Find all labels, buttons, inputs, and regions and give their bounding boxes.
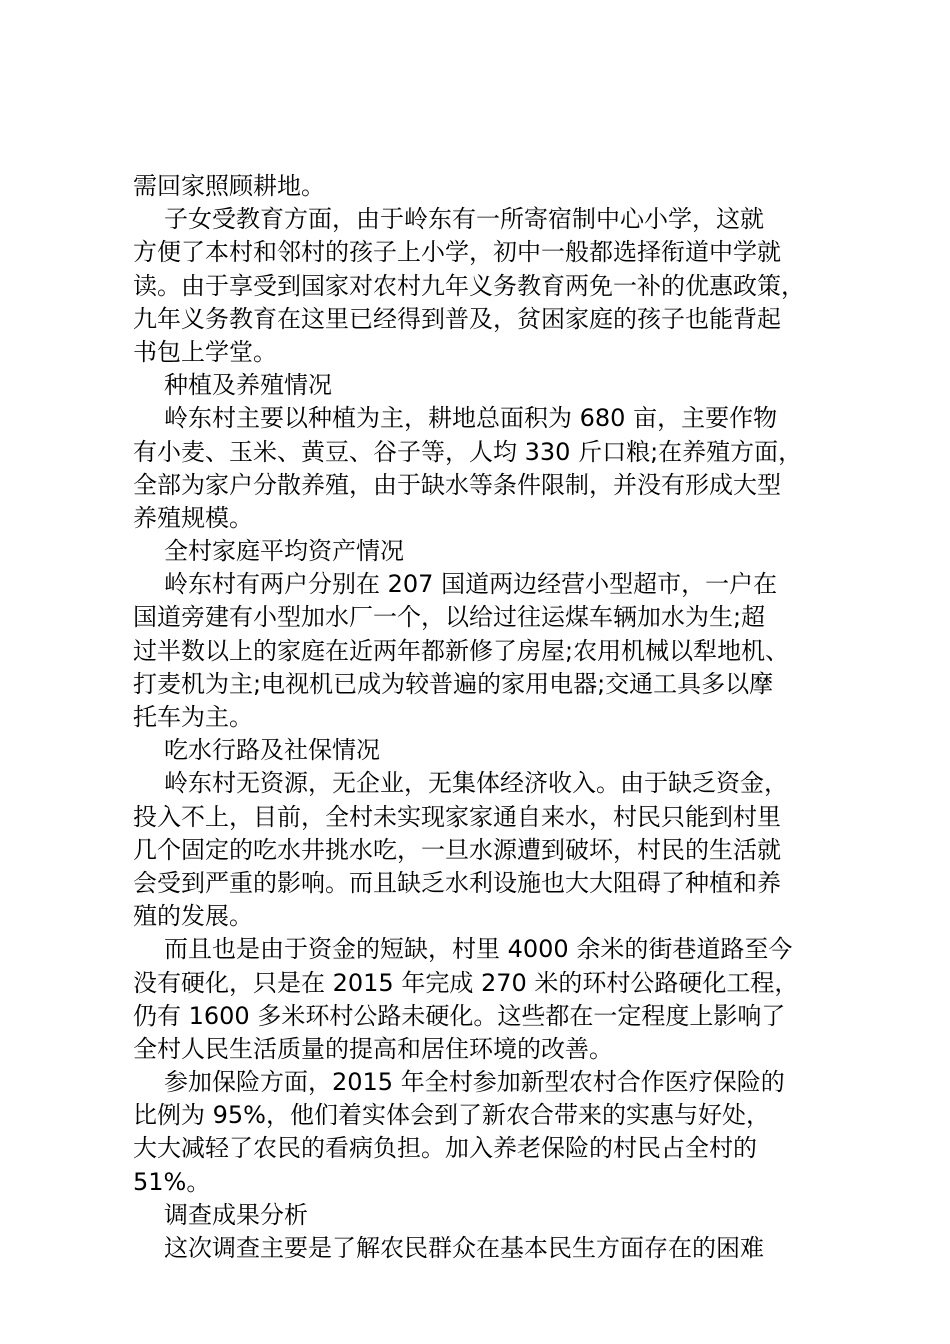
text-line: 51%。 — [133, 1167, 211, 1196]
text-line: 养殖规模。 — [133, 503, 253, 532]
text-line: 比例为 95%，他们着实体会到了新农合带来的实惠与好处， — [133, 1101, 770, 1130]
text-line: 仍有 1600 多米环村公路未硬化。这些都在一定程度上影响了 — [133, 1001, 786, 1030]
text-line: 几个固定的吃水井挑水吃，一旦水源遭到破坏，村民的生活就 — [133, 835, 781, 864]
text-line: 九年义务教育在这里已经得到普及，贫困家庭的孩子也能背起 — [133, 304, 781, 333]
text-line: 书包上学堂。 — [133, 337, 277, 366]
text-line: 会受到严重的影响。而且缺乏水利设施也大大阻碍了种植和养 — [133, 868, 781, 897]
text-line: 这次调查主要是了解农民群众在基本民生方面存在的困难 — [164, 1234, 764, 1262]
document-body — [133, 170, 853, 1265]
section-heading: 调查成果分析 — [164, 1200, 308, 1229]
text-line: 有小麦、玉米、黄豆、谷子等，人均 330 斤口粮;在养殖方面， — [133, 437, 803, 466]
text-line: 读。由于享受到国家对农村九年义务教育两免一补的优惠政策， — [133, 271, 805, 300]
text-line: 子女受教育方面，由于岭东有一所寄宿制中心小学，这就 — [164, 205, 764, 234]
text-line: 参加保险方面，2015 年全村参加新型农村合作医疗保险的 — [164, 1068, 785, 1097]
text-line: 打麦机为主;电视机已成为较普遍的家用电器;交通工具多以摩 — [133, 669, 774, 698]
text-line: 全村人民生活质量的提高和居住环境的改善。 — [133, 1034, 613, 1063]
text-line: 殖的发展。 — [133, 902, 253, 931]
section-heading: 全村家庭平均资产情况 — [164, 537, 404, 566]
text-line: 方便了本村和邻村的孩子上小学，初中一般都选择衔道中学就 — [133, 238, 781, 267]
text-line: 而且也是由于资金的短缺，村里 4000 余米的街巷道路至今 — [164, 935, 793, 964]
text-line: 岭东村有两户分别在 207 国道两边经营小型超市，一户在 — [164, 570, 778, 599]
text-line: 需回家照顾耕地。 — [133, 172, 325, 200]
text-line: 全部为家户分散养殖，由于缺水等条件限制，并没有形成大型 — [133, 470, 781, 499]
text-line: 大大减轻了农民的看病负担。加入养老保险的村民占全村的 — [133, 1134, 757, 1163]
section-heading: 吃水行路及社保情况 — [164, 736, 380, 765]
text-line: 托车为主。 — [133, 703, 253, 731]
text-line: 岭东村无资源，无企业，无集体经济收入。由于缺乏资金， — [164, 769, 788, 798]
text-line: 过半数以上的家庭在近两年都新修了房屋;农用机械以犁地机、 — [133, 636, 790, 665]
text-line: 投入不上，目前，全村未实现家家通自来水，村民只能到村里 — [133, 802, 781, 831]
text-line: 没有硬化，只是在 2015 年完成 270 米的环村公路硬化工程， — [133, 968, 799, 997]
section-heading: 种植及养殖情况 — [164, 371, 332, 400]
text-line: 岭东村主要以种植为主，耕地总面积为 680 亩，主要作物 — [164, 404, 778, 433]
text-line: 国道旁建有小型加水厂一个，以给过往运煤车辆加水为生;超 — [133, 603, 766, 632]
